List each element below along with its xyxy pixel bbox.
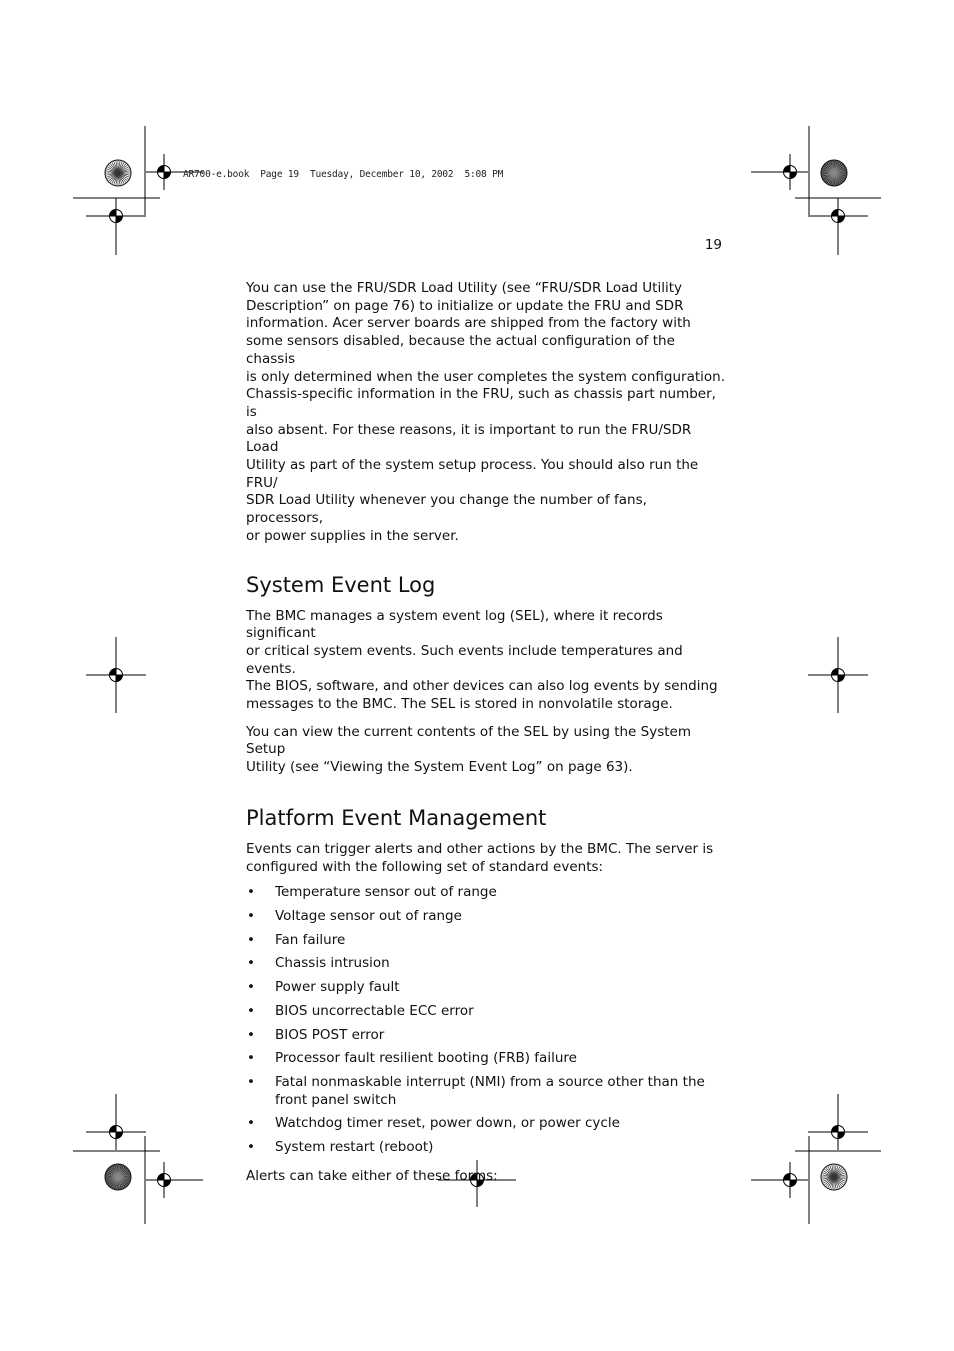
bullet-icon: •	[247, 1002, 255, 1019]
event-list-item	[246, 908, 726, 926]
registration-disc-icon	[105, 1164, 131, 1190]
registration-disc-icon	[821, 160, 847, 186]
bullet-icon: •	[247, 955, 255, 972]
event-list-item	[246, 955, 726, 973]
bullet-icon: •	[247, 1139, 255, 1156]
bullet-icon: •	[247, 884, 255, 901]
intro-paragraph	[246, 280, 726, 546]
sel-p1-line: or critical system events. Such events include temperatures and events.	[246, 642, 683, 677]
event-text: Voltage sensor out of range	[275, 907, 462, 924]
bullet-icon: •	[247, 1073, 255, 1090]
system-event-log-heading: System Event Log	[246, 572, 436, 597]
sel-p2-line: Utility (see “Viewing the System Event Log” on page 63).	[246, 759, 633, 776]
intro-line: Chassis-specific information in the FRU, such as chassis part number, is	[246, 386, 716, 420]
event-text: Temperature sensor out of range	[275, 884, 497, 901]
sel-paragraph-2	[246, 724, 726, 777]
intro-line: also absent. For these reasons, it is important to run the FRU/SDR Load	[246, 421, 692, 456]
bullet-icon: •	[247, 979, 255, 996]
event-list-item	[246, 1003, 726, 1021]
pem-intro-paragraph	[246, 841, 726, 876]
event-text: Chassis intrusion	[275, 955, 390, 972]
pem-intro-line: Events can trigger alerts and other actions by the BMC. The server is	[246, 840, 714, 857]
page-number: 19	[704, 237, 722, 253]
sel-p1-line: The BMC manages a system event log (SEL), where it records significant	[246, 607, 663, 642]
event-text: Processor fault resilient booting (FRB) failure	[275, 1050, 577, 1067]
print-job-header: AR700-e.book Page 19 Tuesday, December 10, 2002 5:08 PM	[183, 169, 504, 180]
event-text: Fatal nonmaskable interrupt (NMI) from a source other than the	[275, 1073, 705, 1090]
event-list-item	[246, 979, 726, 997]
event-text: Watchdog timer reset, power down, or power cycle	[275, 1115, 620, 1132]
sel-p1-line: messages to the BMC. The SEL is stored in nonvolatile storage.	[246, 696, 673, 713]
sel-p2-line: You can view the current contents of the SEL by using the System Setup	[246, 723, 691, 758]
registration-starburst-icon	[821, 1164, 847, 1190]
event-list-item	[246, 1139, 726, 1157]
event-list-item	[246, 1050, 726, 1068]
sel-p1-line: The BIOS, software, and other devices can also log events by sending	[246, 678, 718, 695]
standard-events-list	[246, 884, 726, 1156]
event-list-item	[246, 1027, 726, 1045]
pem-intro-line: configured with the following set of standard events:	[246, 858, 604, 875]
intro-line: information. Acer server boards are shipped from the factory with	[246, 315, 691, 332]
intro-line: is only determined when the user completes the system configuration.	[246, 368, 726, 385]
intro-line: You can use the FRU/SDR Load Utility (see “FRU/SDR Load Utility	[246, 280, 683, 296]
registration-starburst-icon	[105, 160, 131, 186]
event-text: BIOS uncorrectable ECC error	[275, 1002, 474, 1019]
intro-line: SDR Load Utility whenever you change the number of fans, processors,	[246, 492, 647, 527]
event-list-item	[246, 932, 726, 950]
alerts-closing-line: Alerts can take either of these forms:	[246, 1167, 498, 1184]
platform-event-management-heading: Platform Event Management	[246, 805, 547, 830]
bullet-icon: •	[247, 1026, 255, 1043]
intro-line: Utility as part of the system setup process. You should also run the FRU/	[246, 457, 699, 491]
event-list-item	[246, 884, 726, 902]
sel-paragraph-1	[246, 608, 726, 714]
intro-line: Description” on page 76) to initialize or update the FRU and SDR	[246, 297, 684, 314]
event-text: System restart (reboot)	[275, 1139, 434, 1156]
bullet-icon: •	[247, 931, 255, 948]
intro-line: some sensors disabled, because the actual configuration of the chassis	[246, 333, 675, 367]
event-list-item	[246, 1115, 726, 1133]
event-text: front panel switch	[275, 1091, 397, 1108]
event-text: Power supply fault	[275, 979, 400, 996]
event-text: Fan failure	[275, 931, 346, 948]
bullet-icon: •	[247, 907, 255, 924]
page-body	[246, 280, 726, 1185]
bullet-icon: •	[247, 1050, 255, 1067]
event-text: BIOS POST error	[275, 1026, 385, 1043]
bullet-icon: •	[247, 1115, 255, 1132]
event-list-item	[246, 1074, 726, 1109]
intro-line: or power supplies in the server.	[246, 527, 459, 544]
